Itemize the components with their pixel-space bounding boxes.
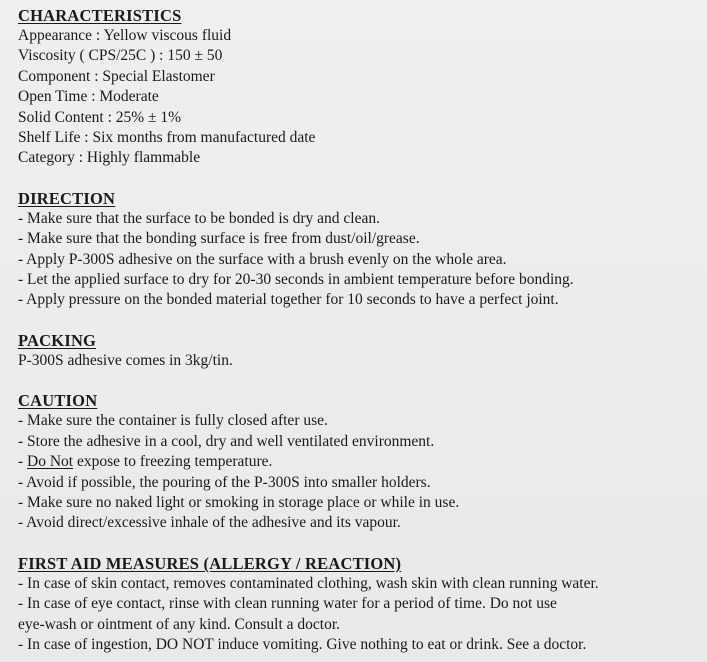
caution-item: - Avoid direct/excessive inhale of the adhesive and its vapour. [18,514,401,532]
component-line: Component : Special Elastomer [18,67,215,85]
packing-section [18,331,697,371]
caution-freezing-text: expose to freezing temperature. [73,453,273,471]
first-aid-section [18,554,697,656]
direction-item: - Apply pressure on the bonded material together for 10 seconds to have a perfect joint. [18,291,559,309]
characteristics-heading: CHARACTERISTICS [18,6,182,25]
first-aid-item: - In case of skin contact, removes contaminated clothing, wash skin with clean running water. [18,574,599,592]
caution-item: - Make sure no naked light or smoking in storage place or while in use. [18,493,460,511]
category-line: Category : Highly flammable [18,149,201,167]
caution-section [18,391,697,533]
first-aid-heading: FIRST AID MEASURES (ALLERGY / REACTION) [18,553,402,573]
caution-prefix: - [18,453,28,471]
first-aid-item: - In case of eye contact, rinse with clean running water for a period of time. Do not use [18,595,557,613]
direction-item: - Make sure that the surface to be bonded is dry and clean. [18,209,380,227]
direction-heading: DIRECTION [18,188,116,208]
caution-item: - Avoid if possible, the pouring of the P-300S into smaller holders. [18,473,431,491]
caution-item: - Store the adhesive in a cool, dry and well ventilated environment. [18,432,435,450]
caution-heading: CAUTION [18,391,98,411]
first-aid-item-continued: eye-wash or ointment of any kind. Consult a doctor. [18,615,340,633]
direction-item: - Make sure that the bonding surface is free from dust/oil/grease. [18,230,420,248]
characteristics-section [18,6,697,169]
packing-line: P-300S adhesive comes in 3kg/tin. [18,351,233,369]
do-not-emphasis: Do Not [27,453,74,471]
direction-item: - Let the applied surface to dry for 20-30 seconds in ambient temperature before bonding. [18,271,574,289]
direction-section [18,189,697,311]
appearance-line: Appearance : Yellow viscous fluid [18,27,232,44]
caution-item-freezing [18,452,697,472]
solid-content-line: Solid Content : 25% ± 1% [18,108,182,126]
direction-item: - Apply P-300S adhesive on the surface with a brush evenly on the whole area. [18,250,507,268]
viscosity-line: Viscosity ( CPS/25C ) : 150 ± 50 [18,47,223,65]
caution-item: - Make sure the container is fully closed after use. [18,412,328,430]
open-time-line: Open Time : Moderate [18,88,159,106]
shelf-life-line: Shelf Life : Six months from manufactured date [18,129,316,147]
first-aid-item: - In case of ingestion, DO NOT induce vomiting. Give nothing to eat or drink. See a doctor. [18,635,587,653]
packing-heading: PACKING [18,330,97,350]
